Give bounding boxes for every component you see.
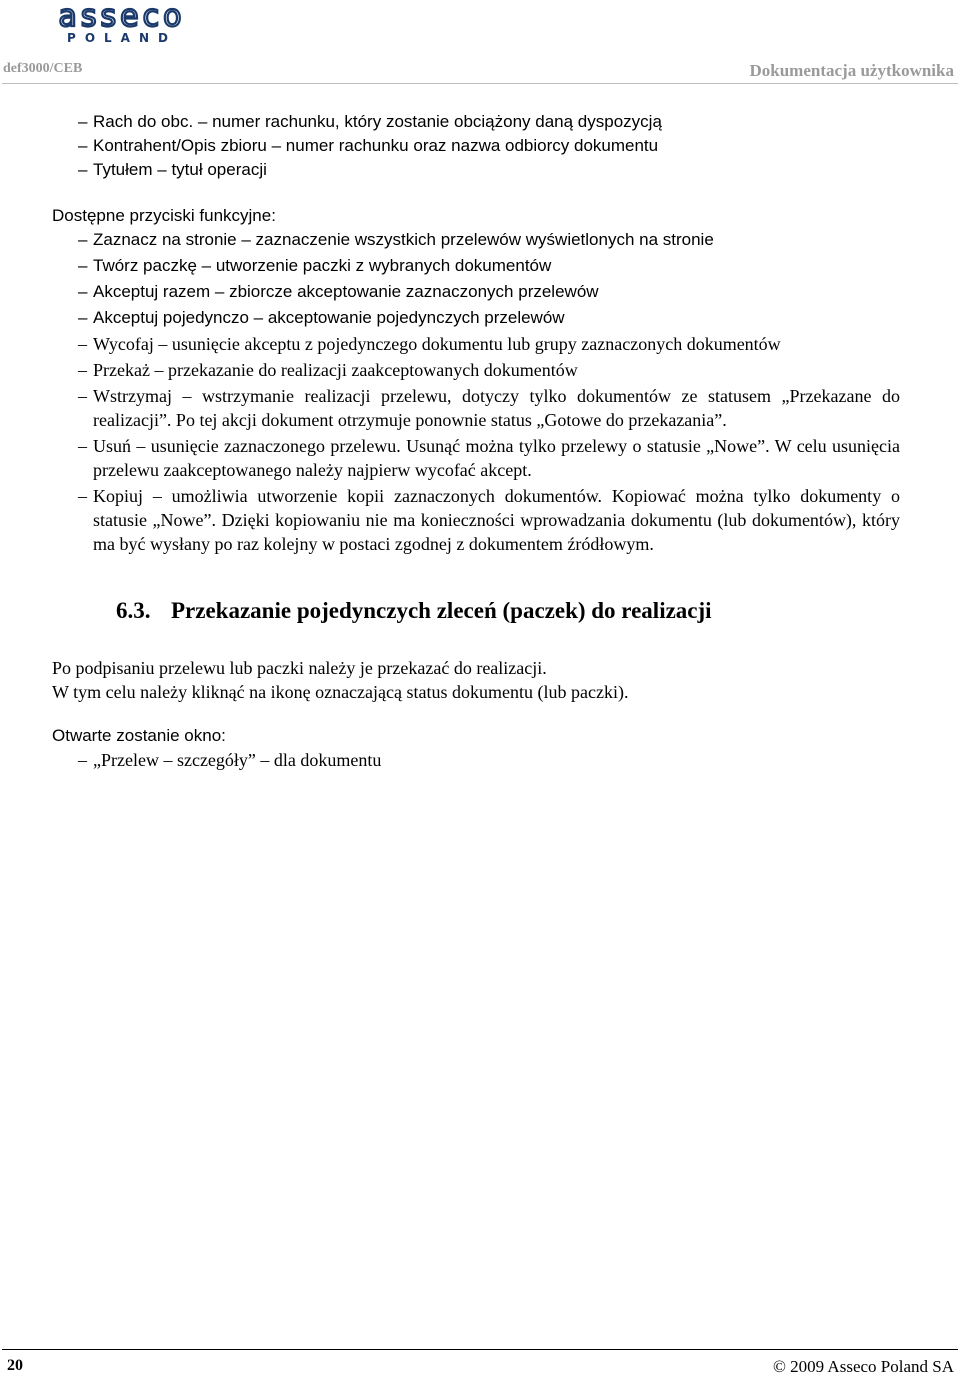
header-product: def3000/CEB — [3, 61, 83, 76]
logo-subtext: POLAND — [67, 31, 177, 45]
dash-bullet-icon: – — [78, 282, 88, 301]
dash-bullet-icon: – — [78, 486, 87, 506]
buttons-list-serif — [52, 332, 900, 556]
dash-bullet-icon: – — [78, 230, 88, 249]
buttons-list-sans — [52, 228, 900, 330]
item-desc: numer rachunku, który zostanie obciążony daną dyspozycją — [212, 112, 662, 131]
item-desc: zaznaczenie wszystkich przelewów wyświetlonych na stronie — [255, 230, 714, 249]
list-item: – Twórz paczkę – utworzenie paczki z wybranych dokumentów — [52, 254, 900, 278]
item-desc: wstrzymanie realizacji przelewu, dotyczy tylko dokumentów ze statusem „Przekazane do realizacji”. Po tej akcji dokument otrzymuje ponownie status „Gotowe do przekazania”. — [93, 386, 901, 430]
dash-bullet-icon: – — [78, 334, 87, 354]
header-divider — [2, 83, 958, 84]
list-item: – Rach do obc. – numer rachunku, który zostanie obciążony daną dyspozycją — [52, 110, 900, 134]
page-content — [52, 110, 900, 772]
item-desc: utworzenie paczki z wybranych dokumentów — [215, 256, 552, 275]
list-item: – Zaznacz na stronie – zaznaczenie wszystkich przelewów wyświetlonych na stronie — [52, 228, 900, 252]
list-item: – Kontrahent/Opis zbioru – numer rachunku oraz nazwa odbiorcy dokumentu — [52, 134, 900, 158]
paragraph-line: Po podpisaniu przelewu lub paczki należy je przekazać do realizacji. — [52, 658, 547, 678]
item-term: Akceptuj pojedynczo — [93, 308, 249, 327]
dash-bullet-icon: – — [78, 386, 87, 406]
copyright: © 2009 Asseco Poland SA — [772, 1357, 954, 1376]
section-number: 6.3. — [116, 598, 151, 623]
dash-bullet-icon: – — [78, 436, 87, 456]
paragraph-line: W tym celu należy kliknąć na ikonę oznaczającą status dokumentu (lub paczki). — [52, 682, 629, 702]
footer-divider — [2, 1349, 958, 1350]
item-term: Kopiuj — [93, 486, 144, 506]
list-item: – Wycofaj – usunięcie akceptu z pojedynczego dokumentu lub grupy zaznaczonych dokumentów — [78, 334, 781, 354]
header-doc-title: Dokumentacja użytkownika — [749, 61, 954, 80]
item-term: Tytułem — [93, 160, 153, 179]
item-desc: tytuł operacji — [171, 160, 267, 179]
section-title: Przekazanie pojedynczych zleceń (paczek) do realizacji — [171, 598, 712, 623]
item-desc: numer rachunku oraz nazwa odbiorcy dokumentu — [285, 136, 659, 155]
item-desc: dla dokumentu — [273, 750, 382, 770]
item-term: „Przelew – szczegóły” — [93, 750, 256, 770]
item-desc: umożliwia utworzenie kopii zaznaczonych dokumentów. Kopiować można tylko dokumenty o statusie „Nowe”. Dzięki kopiowaniu nie ma konieczności wprowadzania dokumentu (lub dokumentów), który ma być wysłany po raz kolejny w postaci zgodnej z dokumentem źródłowym. — [93, 486, 900, 554]
item-term: Przekaż — [93, 360, 150, 380]
list-item: – Kopiuj – umożliwia utworzenie kopii zaznaczonych dokumentów. Kopiować można tylko dokumenty o statusie „Nowe”. Dzięki kopiowaniu nie ma konieczności wprowadzania dokumentu (lub dokumentów), który ma być wysłany po raz kolejny w postaci zgodnej z dokumentem źródłowym. — [78, 486, 900, 554]
item-desc: akceptowanie pojedynczych przelewów — [267, 308, 565, 327]
section-heading — [52, 596, 900, 626]
list-item: – Tytułem – tytuł operacji — [52, 158, 900, 182]
item-term: Akceptuj razem — [93, 282, 211, 301]
item-term: Wycofaj — [93, 334, 154, 354]
section-paragraph — [52, 656, 900, 704]
item-term: Twórz paczkę — [93, 256, 197, 275]
list-item: – Przekaż – przekazanie do realizacji zaakceptowanych dokumentów — [78, 360, 578, 380]
item-term: Kontrahent/Opis zbioru — [93, 136, 267, 155]
list-item: – Akceptuj pojedynczo – akceptowanie pojedynczych przelewów — [52, 306, 900, 330]
asseco-logo — [6, 0, 238, 46]
item-term: Usuń — [93, 436, 132, 456]
list-item: – Akceptuj razem – zbiorcze akceptowanie zaznaczonych przelewów — [52, 280, 900, 304]
item-term: Zaznacz na stronie — [93, 230, 237, 249]
list-item: – Usuń – usunięcie zaznaczonego przelewu. Usunąć można tylko przelewy o statusie „Nowe”. W celu usunięcia przelewu zaakceptowanego należy najpierw wycofać akcept. — [78, 436, 901, 480]
list-item: – Wstrzymaj – wstrzymanie realizacji przelewu, dotyczy tylko dokumentów ze statusem „Przekazane do realizacji”. Po tej akcji dokument otrzymuje ponownie status „Gotowe do przekazania”. — [78, 386, 901, 430]
item-desc: przekazanie do realizacji zaakceptowanych dokumentów — [167, 360, 578, 380]
window-title: Otwarte zostanie okno: — [52, 726, 226, 745]
dash-bullet-icon: – — [78, 112, 88, 131]
item-term: Rach do obc. — [93, 112, 194, 131]
item-desc: usunięcie zaznaczonego przelewu. Usunąć można tylko przelewy o statusie „Nowe”. W celu usunięcia przelewu zaakceptowanego należy najpierw wycofać akcept. — [93, 436, 901, 480]
dash-bullet-icon: – — [78, 136, 88, 155]
page-number: 20 — [7, 1357, 23, 1374]
list-item: – „Przelew – szczegóły” – dla dokumentu — [78, 750, 382, 770]
dash-bullet-icon: – — [78, 256, 88, 275]
fields-list — [52, 110, 900, 182]
item-desc: zbiorcze akceptowanie zaznaczonych przelewów — [229, 282, 599, 301]
dash-bullet-icon: – — [78, 160, 88, 179]
item-term: Wstrzymaj — [93, 386, 172, 406]
buttons-title: Dostępne przyciski funkcyjne: — [52, 206, 276, 225]
dash-bullet-icon: – — [78, 360, 87, 380]
dash-bullet-icon: – — [78, 308, 88, 327]
logo-text: asseco — [58, 0, 186, 34]
item-desc: usunięcie akceptu z pojedynczego dokumentu lub grupy zaznaczonych dokumentów — [171, 334, 781, 354]
dash-bullet-icon: – — [78, 750, 87, 770]
